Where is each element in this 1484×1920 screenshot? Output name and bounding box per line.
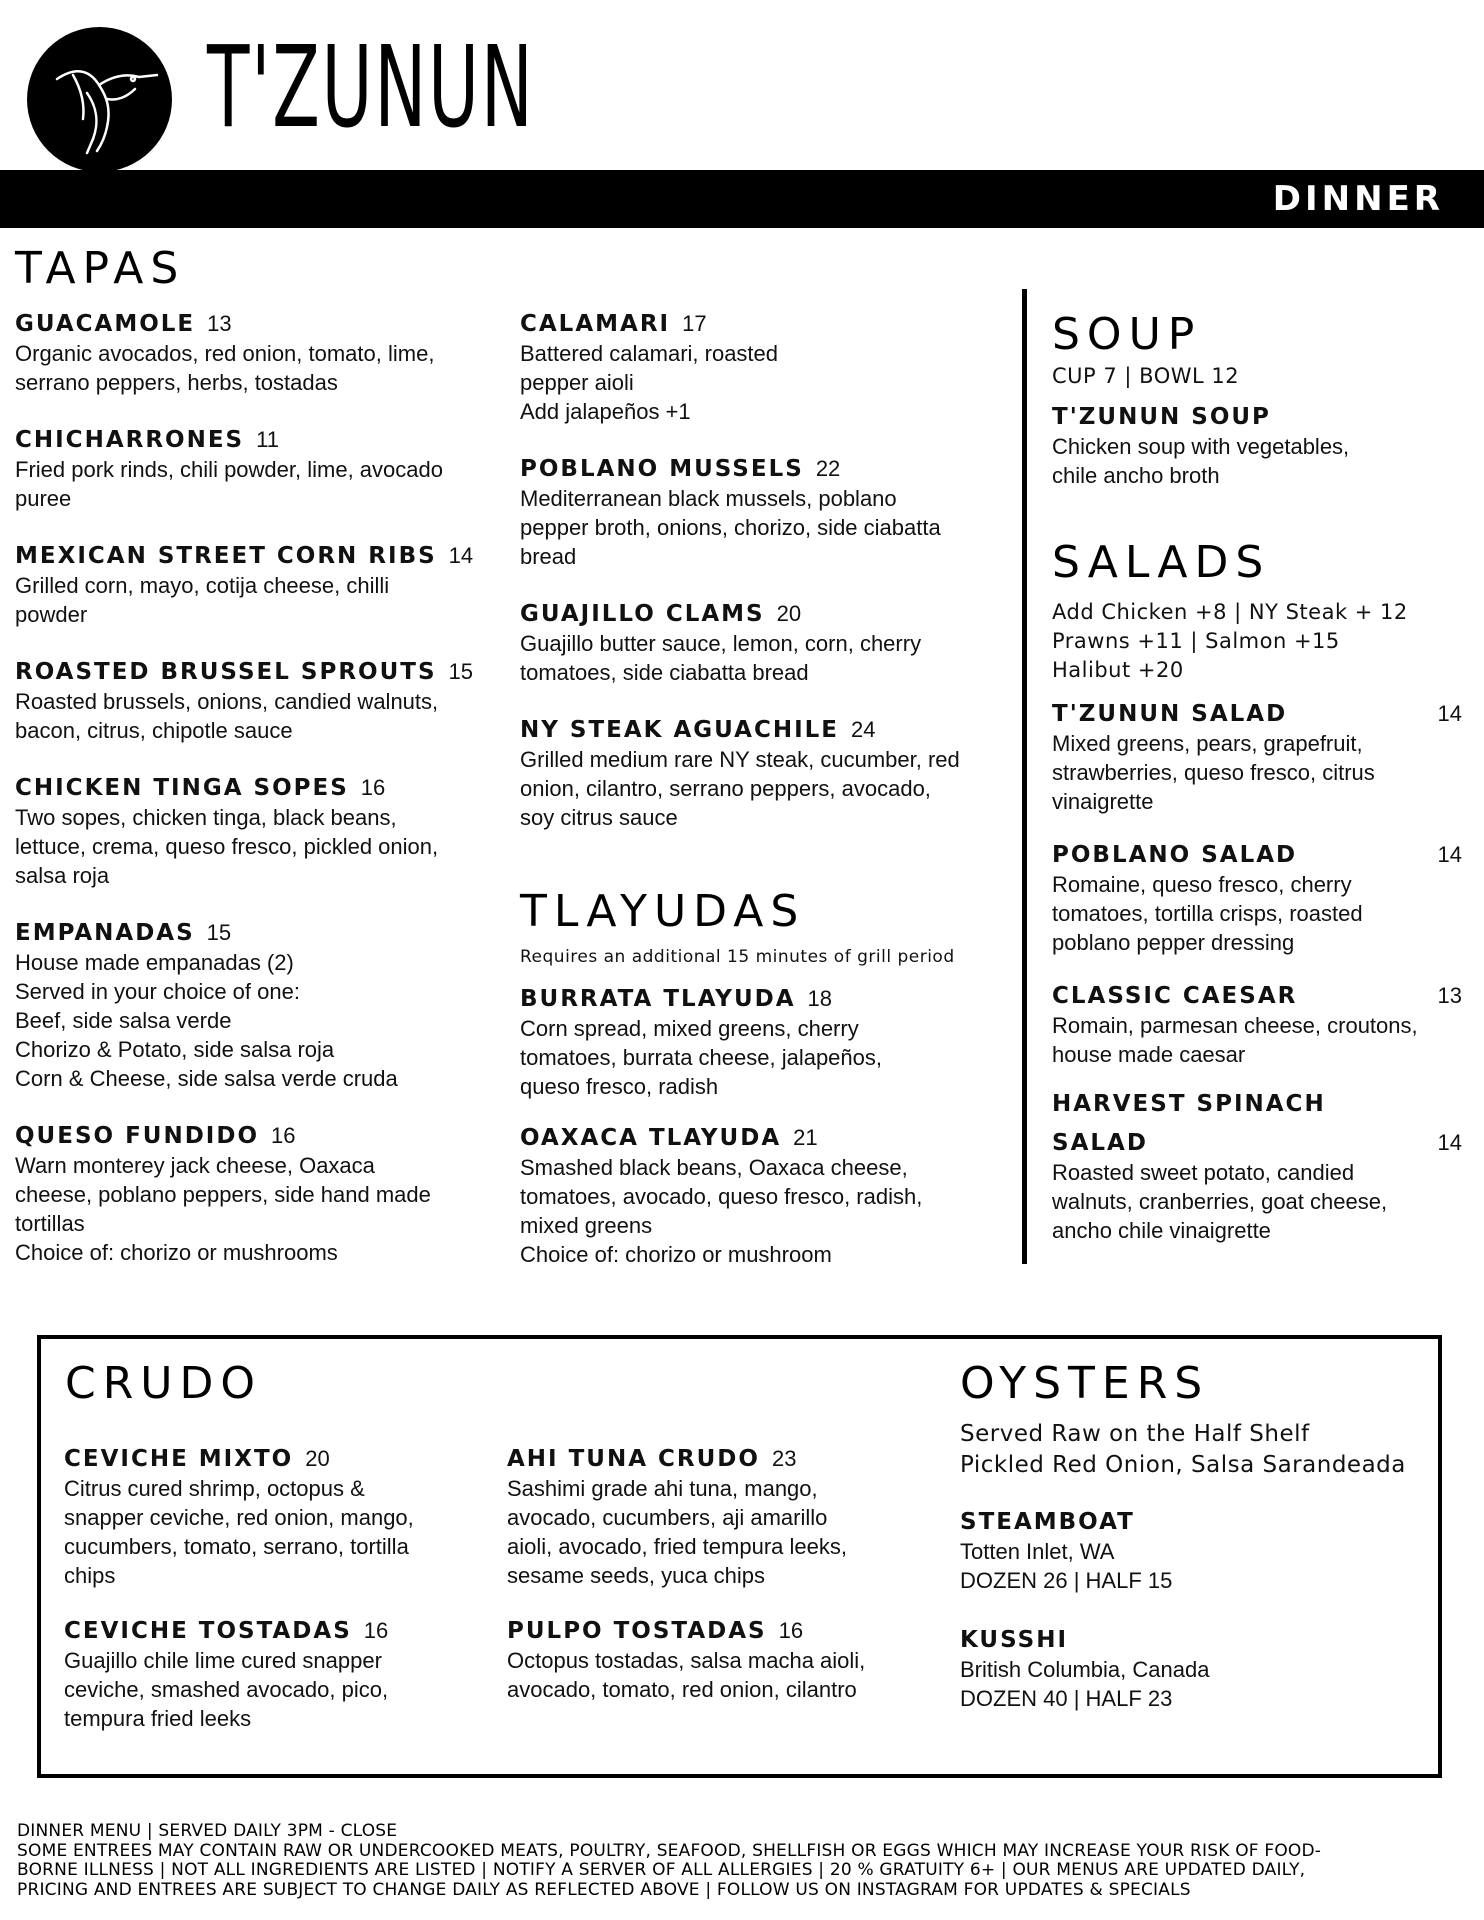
item-price: 16 bbox=[271, 1123, 296, 1148]
item-desc: mixed greens bbox=[520, 1213, 653, 1238]
item-desc: puree bbox=[15, 486, 72, 511]
menu-item bbox=[520, 1123, 1015, 1269]
item-desc: Totten Inlet, WA bbox=[960, 1539, 1115, 1564]
item-price: 15 bbox=[206, 920, 232, 945]
item-desc: house made caesar bbox=[1052, 1042, 1246, 1067]
menu-item bbox=[15, 541, 505, 629]
item-price: 16 bbox=[363, 1618, 389, 1643]
item-name: POBLANO MUSSELS bbox=[520, 456, 804, 482]
item-price: 14 bbox=[1437, 1130, 1462, 1155]
footer-line: DINNER MENU | SERVED DAILY 3PM - CLOSE bbox=[17, 1821, 398, 1841]
item-name: CEVICHE MIXTO bbox=[64, 1446, 294, 1472]
item-price: 20 bbox=[305, 1446, 330, 1471]
item-price: 15 bbox=[448, 659, 473, 684]
item-price: 11 bbox=[256, 427, 279, 452]
item-desc: Mediterranean black mussels, poblano bbox=[520, 486, 897, 511]
item-name: GUAJILLO CLAMS bbox=[520, 601, 765, 627]
item-name: ROASTED BRUSSEL SPROUTS bbox=[15, 659, 437, 685]
item-name: CEVICHE TOSTADAS bbox=[64, 1618, 352, 1644]
salads-addons bbox=[1052, 598, 1408, 685]
footer-line: PRICING AND ENTREES ARE SUBJECT TO CHANGE DAILY AS REFLECTED ABOVE | FOLLOW US ON INSTAGRAM FOR UPDATES & SPECIALS bbox=[17, 1879, 1191, 1900]
item-desc: tomatoes, burrata cheese, jalapeños, bbox=[520, 1045, 883, 1070]
menu-item bbox=[520, 715, 1015, 832]
item-name: GUACAMOLE bbox=[15, 311, 196, 337]
item-desc: cucumbers, tomato, serrano, tortilla bbox=[64, 1534, 409, 1559]
item-name: STEAMBOAT bbox=[960, 1509, 1135, 1535]
item-price: 23 bbox=[771, 1446, 797, 1471]
item-name: EMPANADAS bbox=[15, 920, 195, 946]
hummingbird-logo-icon bbox=[27, 27, 172, 172]
item-desc: Warn monterey jack cheese, Oaxaca bbox=[15, 1153, 375, 1178]
item-name: QUESO FUNDIDO bbox=[15, 1123, 259, 1149]
item-desc: Grilled medium rare NY steak, cucumber, red bbox=[520, 747, 960, 772]
item-desc: Citrus cured shrimp, octopus & bbox=[64, 1476, 365, 1501]
item-price: 13 bbox=[207, 311, 232, 336]
item-desc: soy citrus sauce bbox=[520, 805, 678, 830]
item-desc: sesame seeds, yuca chips bbox=[507, 1563, 766, 1588]
menu-item bbox=[960, 1507, 1420, 1595]
addon-line: Halibut +20 bbox=[1052, 658, 1184, 682]
footer-line: BORNE ILLNESS | NOT ALL INGREDIENTS ARE LISTED | NOTIFY A SERVER OF ALL ALLERGIES | 20 % GRATUITY 6+ | OUR MENUS ARE UPDATED DAILY, bbox=[17, 1860, 1306, 1880]
menu-item bbox=[64, 1444, 494, 1590]
item-name: AHI TUNA CRUDO bbox=[507, 1446, 760, 1472]
item-desc: House made empanadas (2) bbox=[15, 950, 294, 975]
item-desc: Sashimi grade ahi tuna, mango, bbox=[507, 1476, 818, 1501]
item-name: CHICKEN TINGA SOPES bbox=[15, 775, 349, 801]
item-name: HARVEST SPINACH bbox=[1052, 1091, 1326, 1117]
item-desc: Romain, parmesan cheese, croutons, bbox=[1052, 1013, 1418, 1038]
item-desc: chile ancho broth bbox=[1052, 463, 1220, 488]
item-price: 24 bbox=[851, 717, 876, 742]
item-name: POBLANO SALAD bbox=[1052, 842, 1298, 868]
column-divider bbox=[1022, 289, 1027, 1264]
item-desc: Fried pork rinds, chili powder, lime, avocado bbox=[15, 457, 443, 482]
menu-item bbox=[15, 773, 505, 890]
item-price: 21 bbox=[793, 1125, 818, 1150]
item-name: OAXACA TLAYUDA bbox=[520, 1125, 782, 1151]
item-price: 22 bbox=[815, 456, 841, 481]
menu-item bbox=[507, 1444, 937, 1590]
item-desc: serrano peppers, herbs, tostadas bbox=[15, 370, 338, 395]
item-desc: walnuts, cranberries, goat cheese, bbox=[1052, 1189, 1388, 1214]
item-desc: tortillas bbox=[15, 1211, 85, 1236]
salads-column bbox=[1052, 699, 1462, 1273]
item-price: 20 bbox=[776, 601, 802, 626]
item-price: 14 bbox=[448, 543, 474, 568]
item-desc: avocado, tomato, red onion, cilantro bbox=[507, 1677, 857, 1702]
menu-item bbox=[15, 425, 505, 513]
item-desc: Guajillo chile lime cured snapper bbox=[64, 1648, 382, 1673]
item-desc: bread bbox=[520, 544, 577, 569]
restaurant-name: T'ZUNUN bbox=[207, 23, 535, 153]
item-desc: Corn spread, mixed greens, cherry bbox=[520, 1016, 859, 1041]
item-desc: Two sopes, chicken tinga, black beans, bbox=[15, 805, 397, 830]
item-desc: Grilled corn, mayo, cotija cheese, chilli bbox=[15, 573, 390, 598]
item-desc: poblano pepper dressing bbox=[1052, 930, 1295, 955]
menu-item bbox=[15, 918, 505, 1093]
oysters-sub-line: Served Raw on the Half Shelf bbox=[960, 1421, 1310, 1447]
item-name: BURRATA TLAYUDA bbox=[520, 986, 796, 1012]
menu-item bbox=[520, 984, 1015, 1101]
item-price: 17 bbox=[682, 311, 707, 336]
menu-item bbox=[520, 309, 1015, 426]
menu-item bbox=[15, 309, 505, 397]
item-desc: tempura fried leeks bbox=[64, 1706, 252, 1731]
item-name: KUSSHI bbox=[960, 1627, 1068, 1653]
crudo-column-2 bbox=[507, 1444, 937, 1732]
menu-banner bbox=[0, 170, 1484, 228]
item-desc: Choice of: chorizo or mushroom bbox=[520, 1242, 832, 1267]
item-desc: tomatoes, tortilla crisps, roasted bbox=[1052, 901, 1363, 926]
item-desc: tomatoes, side ciabatta bread bbox=[520, 660, 809, 685]
menu-item bbox=[520, 454, 1015, 571]
menu-label: DINNER bbox=[1272, 179, 1444, 219]
item-name: CALAMARI bbox=[520, 311, 671, 337]
item-name: CLASSIC CAESAR bbox=[1052, 983, 1298, 1009]
tapas-column-1 bbox=[15, 309, 505, 1295]
item-desc: Choice of: chorizo or mushrooms bbox=[15, 1240, 338, 1265]
item-desc: Roasted brussels, onions, candied walnuts, bbox=[15, 689, 439, 714]
crudo-title: CRUDO bbox=[65, 1358, 263, 1409]
menu-item bbox=[520, 599, 1015, 687]
addon-line: Prawns +11 | Salmon +15 bbox=[1052, 629, 1340, 653]
salads-title: SALADS bbox=[1052, 537, 1271, 588]
item-desc: pepper broth, onions, chorizo, side ciabatta bbox=[520, 515, 941, 540]
item-desc: Corn & Cheese, side salsa verde cruda bbox=[15, 1066, 398, 1091]
item-desc: Chicken soup with vegetables, bbox=[1052, 434, 1350, 459]
item-desc: cheese, poblano peppers, side hand made bbox=[15, 1182, 431, 1207]
item-name: T'ZUNUN SOUP bbox=[1052, 404, 1271, 430]
tlayudas-title: TLAYUDAS bbox=[520, 886, 806, 937]
item-price: 18 bbox=[807, 986, 833, 1011]
menu-item bbox=[1052, 1089, 1462, 1245]
item-desc: aioli, avocado, fried tempura leeks, bbox=[507, 1534, 847, 1559]
item-desc: Octopus tostadas, salsa macha aioli, bbox=[507, 1648, 866, 1673]
menu-item bbox=[15, 1121, 505, 1267]
item-desc: bacon, citrus, chipotle sauce bbox=[15, 718, 293, 743]
item-name: NY STEAK AGUACHILE bbox=[520, 717, 840, 743]
tapas-title: TAPAS bbox=[15, 243, 186, 294]
menu-item bbox=[64, 1616, 494, 1733]
oysters-column bbox=[960, 1507, 1420, 1741]
item-desc: Romaine, queso fresco, cherry bbox=[1052, 872, 1352, 897]
item-price: 14 bbox=[1437, 842, 1462, 867]
menu-item bbox=[1052, 981, 1462, 1069]
item-price: 14 bbox=[1437, 701, 1462, 726]
item-desc: Mixed greens, pears, grapefruit, bbox=[1052, 731, 1363, 756]
item-name: PULPO TOSTADAS bbox=[507, 1618, 767, 1644]
item-desc: ancho chile vinaigrette bbox=[1052, 1218, 1271, 1243]
item-name: MEXICAN STREET CORN RIBS bbox=[15, 543, 437, 569]
tlayudas-note: Requires an additional 15 minutes of grill period bbox=[520, 947, 955, 967]
footer-disclaimer bbox=[17, 1822, 1321, 1900]
item-price: 13 bbox=[1437, 983, 1462, 1008]
tapas-column-2 bbox=[520, 309, 1015, 860]
soup-title: SOUP bbox=[1052, 309, 1202, 360]
item-desc: powder bbox=[15, 602, 88, 627]
item-desc: lettuce, crema, queso fresco, pickled onion, bbox=[15, 834, 439, 859]
item-name: SALAD bbox=[1052, 1130, 1148, 1156]
addon-line: Add Chicken +8 | NY Steak + 12 bbox=[1052, 600, 1408, 624]
crudo-column-1 bbox=[64, 1444, 494, 1761]
item-price: 16 bbox=[360, 775, 386, 800]
item-desc: British Columbia, Canada bbox=[960, 1657, 1210, 1682]
item-desc: Battered calamari, roasted bbox=[520, 341, 779, 366]
item-desc: Smashed black beans, Oaxaca cheese, bbox=[520, 1155, 908, 1180]
item-desc: DOZEN 40 | HALF 23 bbox=[960, 1686, 1173, 1711]
item-desc: tomatoes, avocado, queso fresco, radish, bbox=[520, 1184, 923, 1209]
item-desc: snapper ceviche, red onion, mango, bbox=[64, 1505, 414, 1530]
tlayudas-column bbox=[520, 984, 1015, 1297]
item-desc: Guajillo butter sauce, lemon, corn, cherry bbox=[520, 631, 922, 656]
item-price: 16 bbox=[778, 1618, 804, 1643]
item-desc: Beef, side salsa verde bbox=[15, 1008, 232, 1033]
item-desc: strawberries, queso fresco, citrus bbox=[1052, 760, 1375, 785]
item-desc: Add jalapeños +1 bbox=[520, 399, 691, 424]
item-desc: avocado, cucumbers, aji amarillo bbox=[507, 1505, 828, 1530]
item-desc: pepper aioli bbox=[520, 370, 634, 395]
menu-item bbox=[15, 657, 505, 745]
menu-item bbox=[960, 1625, 1420, 1713]
item-desc: DOZEN 26 | HALF 15 bbox=[960, 1568, 1173, 1593]
item-desc: vinaigrette bbox=[1052, 789, 1154, 814]
footer-line: SOME ENTREES MAY CONTAIN RAW OR UNDERCOOKED MEATS, POULTRY, SEAFOOD, SHELLFISH OR EGGS WHICH MAY INCREASE YOUR RISK OF FOOD- bbox=[17, 1840, 1322, 1861]
item-desc: Chorizo & Potato, side salsa roja bbox=[15, 1037, 335, 1062]
menu-item bbox=[1052, 699, 1462, 816]
oysters-sub-line: Pickled Red Onion, Salsa Sarandeada bbox=[960, 1452, 1406, 1478]
item-desc: Organic avocados, red onion, tomato, lime, bbox=[15, 341, 435, 366]
item-desc: salsa roja bbox=[15, 863, 110, 888]
menu-item bbox=[1052, 840, 1462, 957]
item-desc: Roasted sweet potato, candied bbox=[1052, 1160, 1355, 1185]
item-name: T'ZUNUN SALAD bbox=[1052, 701, 1288, 727]
oysters-title: OYSTERS bbox=[960, 1358, 1210, 1409]
oysters-subtitle bbox=[960, 1419, 1406, 1481]
item-desc: Served in your choice of one: bbox=[15, 979, 300, 1004]
item-name: CHICHARRONES bbox=[15, 427, 245, 453]
item-desc: onion, cilantro, serrano peppers, avocado, bbox=[520, 776, 931, 801]
item-desc: chips bbox=[64, 1563, 116, 1588]
item-desc: queso fresco, radish bbox=[520, 1074, 719, 1099]
soup-item bbox=[1052, 402, 1472, 490]
item-desc: ceviche, smashed avocado, pico, bbox=[64, 1677, 389, 1702]
menu-item bbox=[507, 1616, 937, 1704]
soup-prices: CUP 7 | BOWL 12 bbox=[1052, 364, 1240, 388]
